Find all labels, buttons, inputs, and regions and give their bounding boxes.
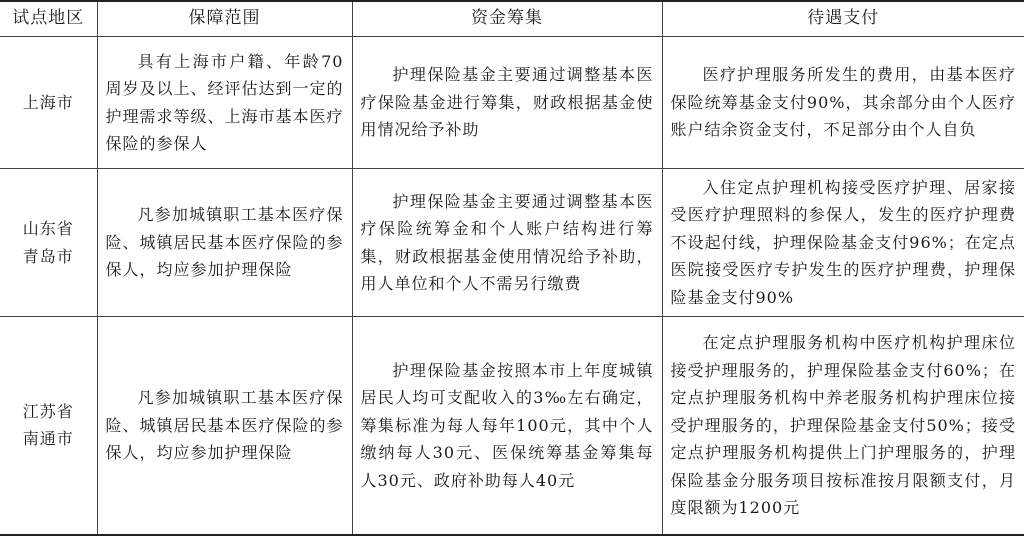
header-region: 试点地区 xyxy=(0,1,97,37)
funding-cell: 护理保险基金主要通过调整基本医疗保险基金进行筹集，财政根据基金使用情况给予补助 xyxy=(352,37,662,169)
table-row xyxy=(0,37,1024,169)
region-cell xyxy=(0,37,97,169)
benefits-cell: 医疗护理服务所发生的费用，由基本医疗保险统筹基金支付90%，其余部分由个人医疗账户结余资金支付，不足部分由个人自负 xyxy=(662,37,1024,169)
funding-cell: 护理保险基金按照本市上年度城镇居民人均可支配收入的3‰左右确定，筹集标准为每人每年100元，其中个人缴纳每人30元、医保统筹基金筹集每人30元、政府补助每人40元 xyxy=(352,317,662,535)
header-funding: 资金筹集 xyxy=(352,1,662,37)
coverage-cell: 凡参加城镇职工基本医疗保险、城镇居民基本医疗保险的参保人，均应参加护理保险 xyxy=(97,169,352,317)
header-row xyxy=(0,1,1024,37)
region-city: 青岛市 xyxy=(22,246,74,266)
header-coverage: 保障范围 xyxy=(97,1,352,37)
region-name: 上海市 xyxy=(22,92,74,112)
benefits-cell: 入住定点护理机构接受医疗护理、居家接受医疗护理照料的参保人，发生的医疗护理费不设起付线，护理保险基金支付96%；在定点医院接受医疗专护发生的医疗护理费，护理保险基金支付90% xyxy=(662,169,1024,317)
region-province: 江苏省 xyxy=(22,401,74,421)
region-province: 山东省 xyxy=(22,219,74,238)
header-benefits: 待遇支付 xyxy=(662,1,1024,37)
benefits-cell: 在定点护理服务机构中医疗机构护理床位接受护理服务的，护理保险基金支付60%；在定点护理服务机构中养老服务机构护理床位接受护理服务的，护理保险基金支付50%；接受定点护理服务机构提供上门护理服务的，护理保险基金分服务项目按标准按月限额支付，月度限额为1200元 xyxy=(662,317,1024,535)
region-cell xyxy=(0,169,97,317)
coverage-cell: 凡参加城镇职工基本医疗保险、城镇居民基本医疗保险的参保人，均应参加护理保险 xyxy=(97,317,352,535)
table-row xyxy=(0,169,1024,317)
region-cell xyxy=(0,317,97,535)
funding-cell: 护理保险基金主要通过调整基本医疗保险统筹金和个人账户结构进行筹集，财政根据基金使用情况给予补助，用人单位和个人不需另行缴费 xyxy=(352,169,662,317)
region-city: 南通市 xyxy=(22,429,74,449)
table-row xyxy=(0,317,1024,535)
coverage-cell: 具有上海市户籍、年龄70周岁及以上、经评估达到一定的护理需求等级、上海市基本医疗保险的参保人 xyxy=(97,37,352,169)
